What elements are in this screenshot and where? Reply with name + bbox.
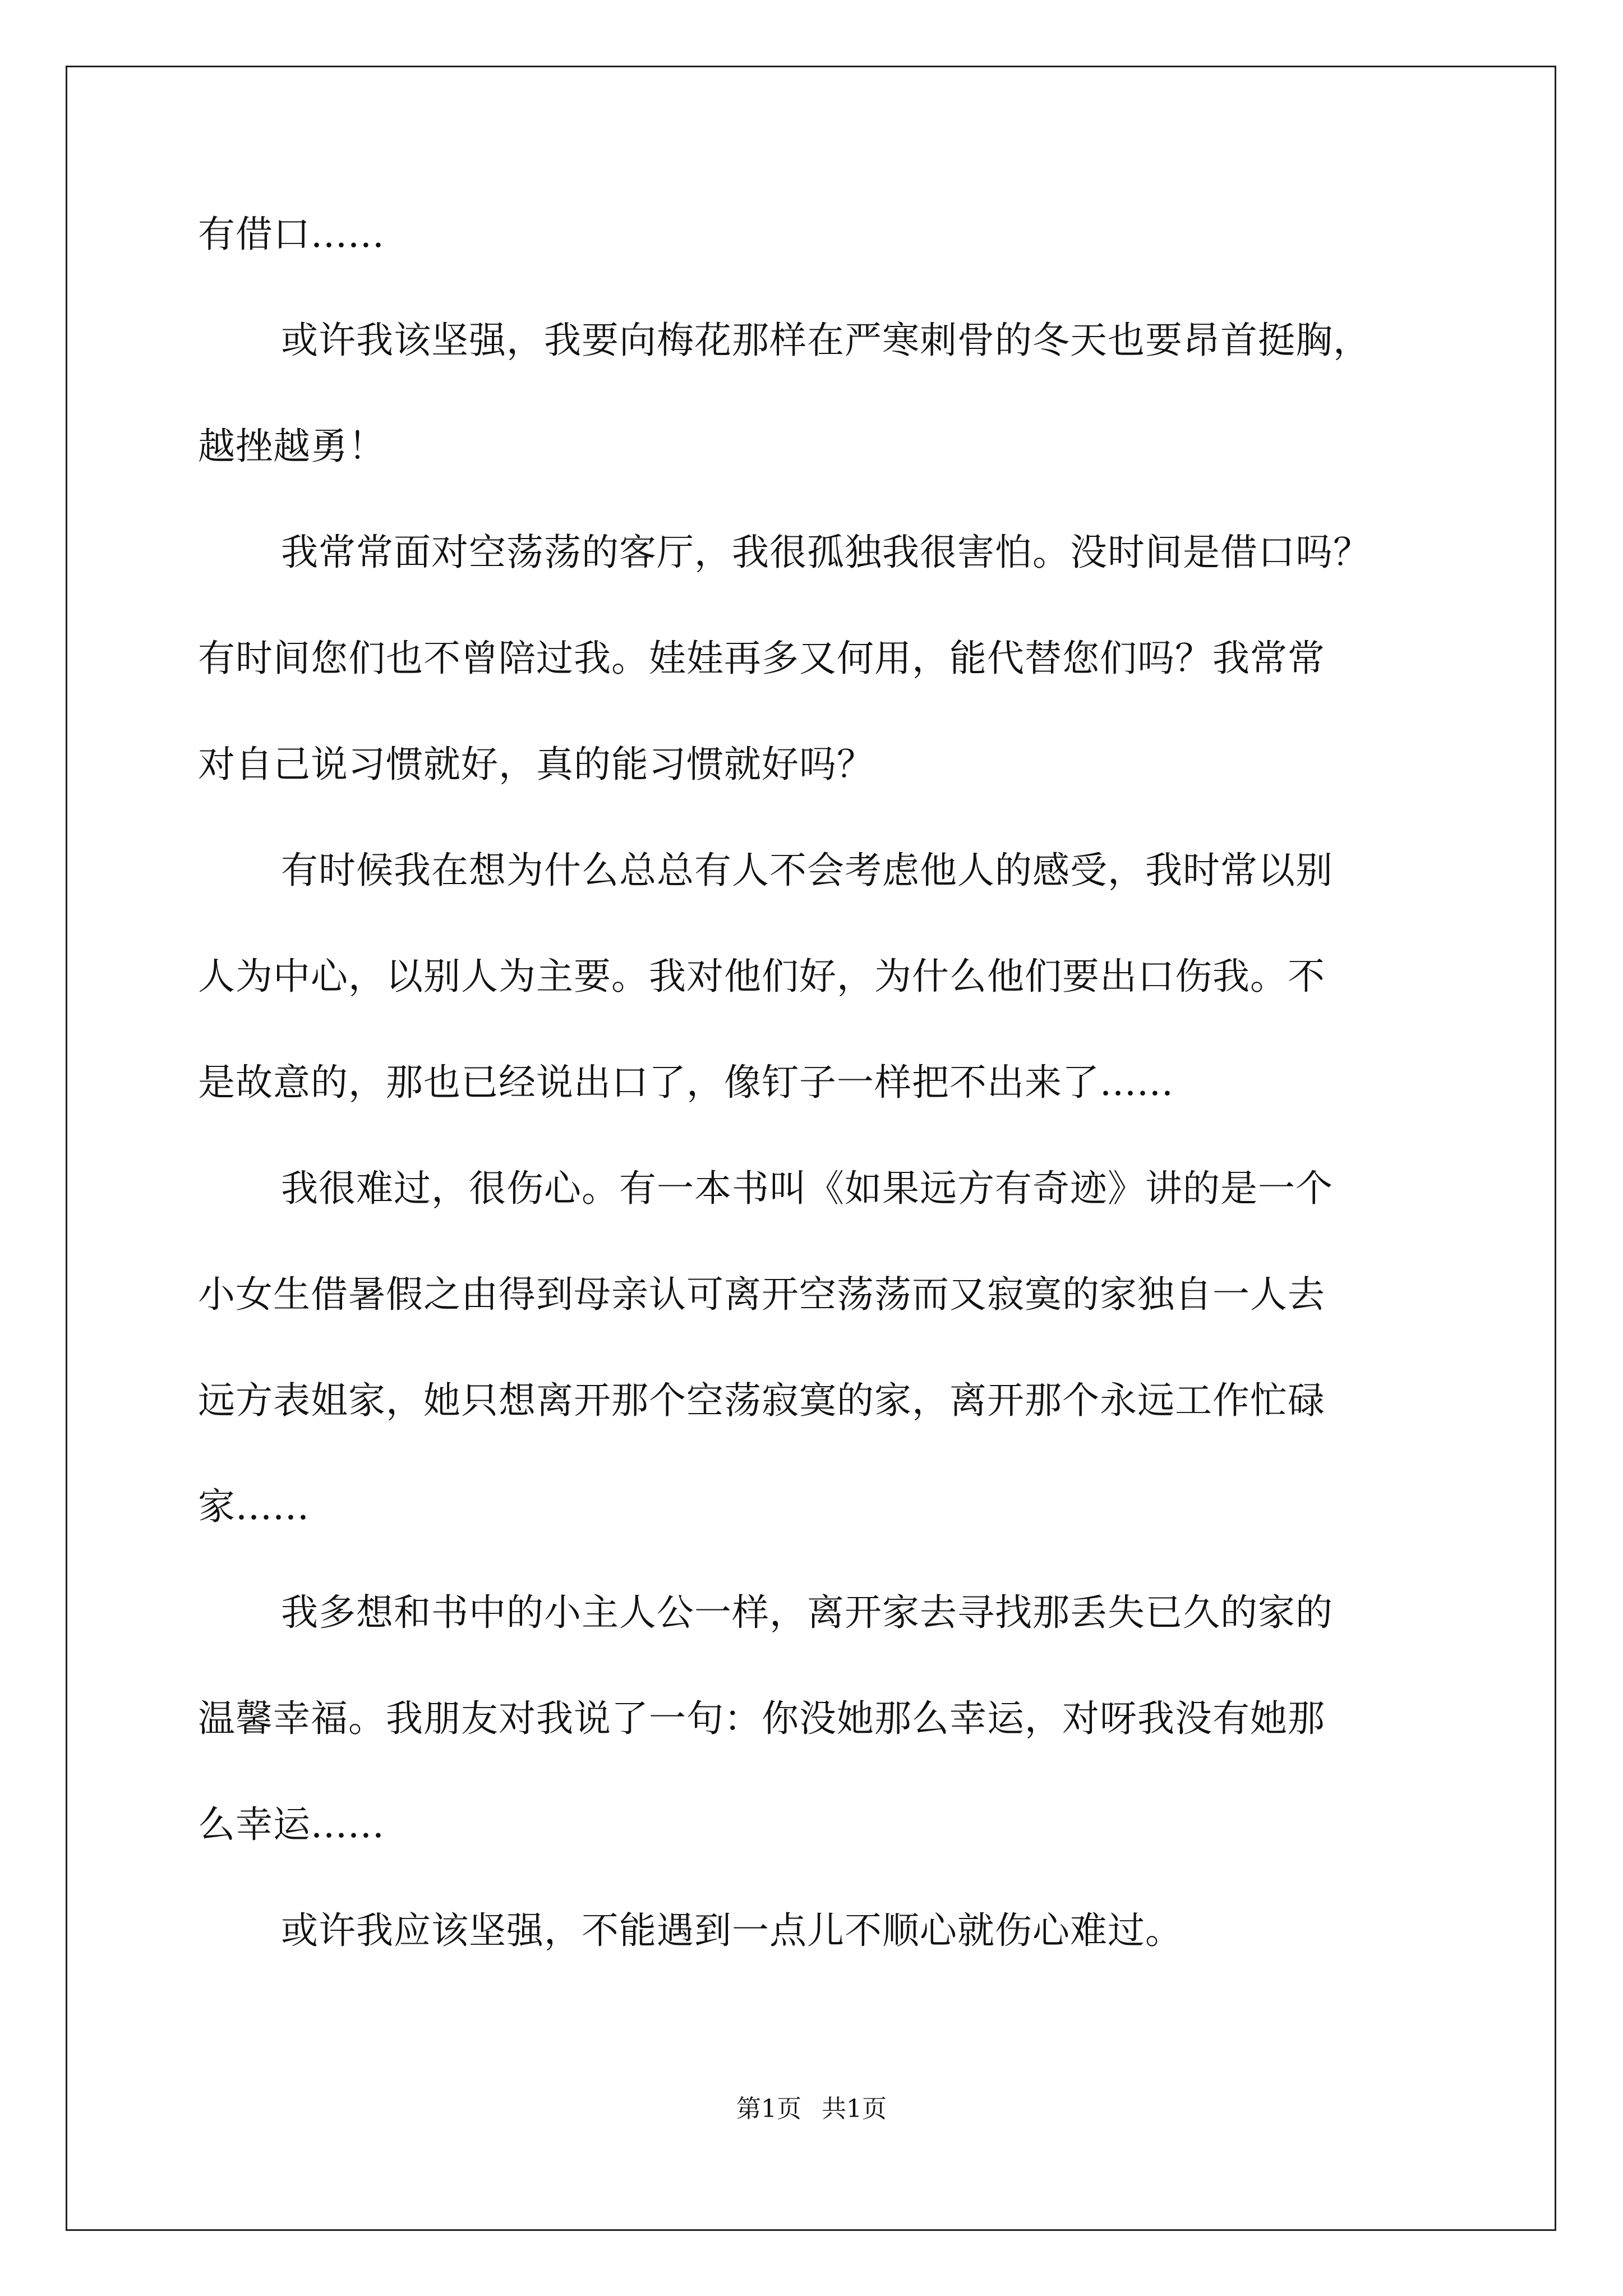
paragraph-start: 我多想和书中的小主人公一样，离开家去寻找那丢失已久的家的	[281, 1591, 1333, 1634]
page-number-current: 第1页	[736, 2095, 801, 2123]
text-line: 对自己说习惯就好，真的能习惯就好吗？	[198, 743, 874, 786]
text-line: 是故意的，那也已经说出口了，像钉子一样把不出来了......	[198, 1061, 1174, 1104]
text-line: 有时间您们也不曾陪过我。娃娃再多又何用，能代替您们吗？我常常	[198, 637, 1325, 680]
page-footer	[0, 2088, 1623, 2124]
paragraph-start: 我很难过，很伤心。有一本书叫《如果远方有奇迹》讲的是一个	[281, 1167, 1333, 1210]
text-line: 家......	[198, 1485, 310, 1528]
text-line: 越挫越勇！	[198, 425, 386, 468]
paragraph-start: 我常常面对空荡荡的客厅，我很孤独我很害怕。没时间是借口吗？	[281, 531, 1371, 574]
text-line: 远方表姐家，她只想离开那个空荡寂寞的家，离开那个永远工作忙碌	[198, 1379, 1325, 1422]
page-number-total: 共1页	[822, 2095, 887, 2123]
page-border	[66, 66, 1556, 2231]
paragraph-start: 有时候我在想为什么总总有人不会考虑他人的感受，我时常以别	[281, 849, 1333, 892]
text-line: 小女生借暑假之由得到母亲认可离开空荡荡而又寂寞的家独自一人去	[198, 1273, 1325, 1316]
text-line: 有借口......	[198, 213, 385, 256]
text-line: 温馨幸福。我朋友对我说了一句：你没她那么幸运，对呀我没有她那	[198, 1697, 1325, 1740]
text-line: 么幸运......	[198, 1803, 385, 1846]
paragraph-start: 或许我应该坚强，不能遇到一点儿不顺心就伤心难过。	[281, 1909, 1183, 1952]
paragraph-start: 或许我该坚强，我要向梅花那样在严寒刺骨的冬天也要昂首挺胸，	[281, 319, 1371, 362]
text-line: 人为中心，以别人为主要。我对他们好，为什么他们要出口伤我。不	[198, 955, 1325, 998]
